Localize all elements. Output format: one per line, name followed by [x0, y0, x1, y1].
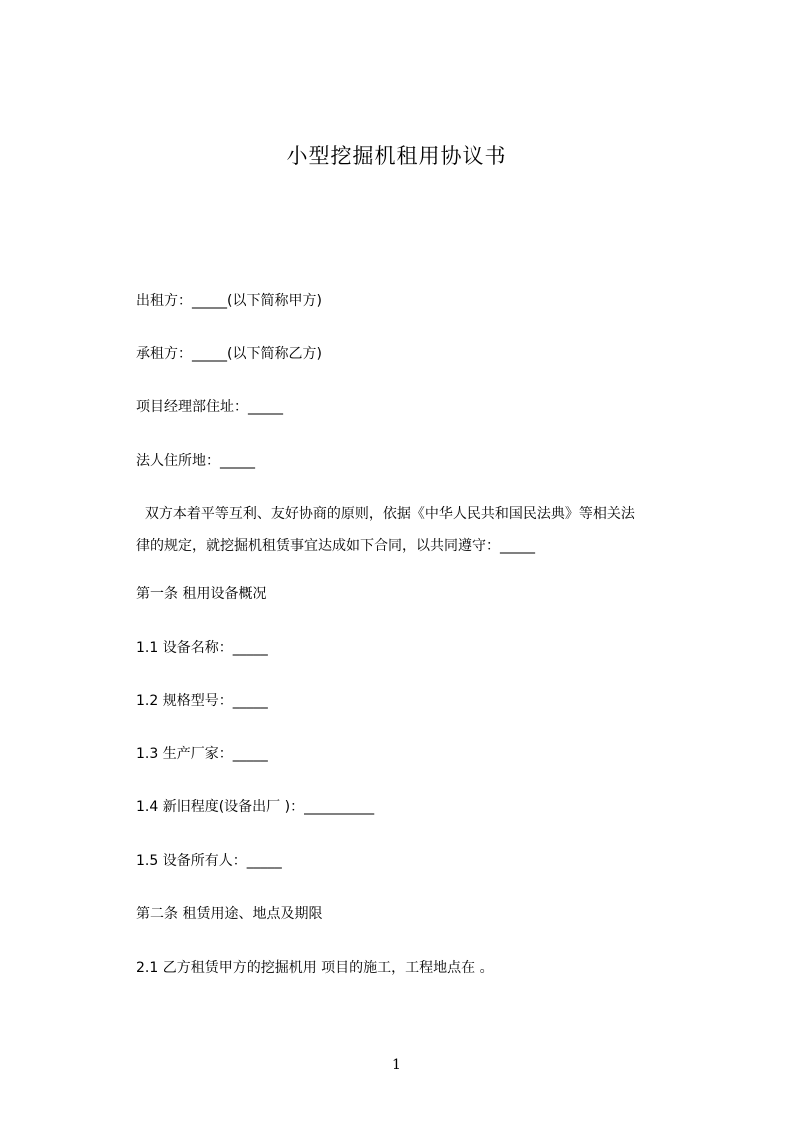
item-2-1: 2.1 乙方租赁甲方的挖掘机用 项目的施工，工程地点在 。 [136, 960, 494, 976]
item-1-3: 1.3 生产厂家：_____ [136, 746, 268, 762]
document-title: 小型挖掘机租用协议书 [286, 144, 507, 168]
intro-paragraph-line-2: 律的规定，就挖掘机租赁事宜达成如下合同，以共同遵守：_____ [136, 538, 535, 554]
item-1-4: 1.4 新旧程度(设备出厂 )：__________ [136, 799, 375, 815]
item-1-2: 1.2 规格型号：_____ [136, 693, 268, 709]
intro-paragraph-line-1: 双方本着平等互利、友好协商的原则，依据《中华人民共和国民法典》等相关法 [136, 506, 635, 522]
lessor-line: 出租方：_____(以下简称甲方) [136, 293, 322, 309]
article-2-heading: 第二条 租赁用途、地点及期限 [136, 906, 323, 922]
item-1-1: 1.1 设备名称：_____ [136, 640, 268, 656]
article-1-heading: 第一条 租用设备概况 [136, 586, 267, 602]
project-address-line: 项目经理部住址：_____ [136, 399, 283, 415]
item-1-5: 1.5 设备所有人：_____ [136, 853, 282, 869]
lessee-line: 承租方：_____(以下简称乙方) [136, 346, 322, 362]
legal-address-line: 法人住所地：_____ [136, 453, 255, 469]
page-number: 1 [392, 1057, 401, 1073]
